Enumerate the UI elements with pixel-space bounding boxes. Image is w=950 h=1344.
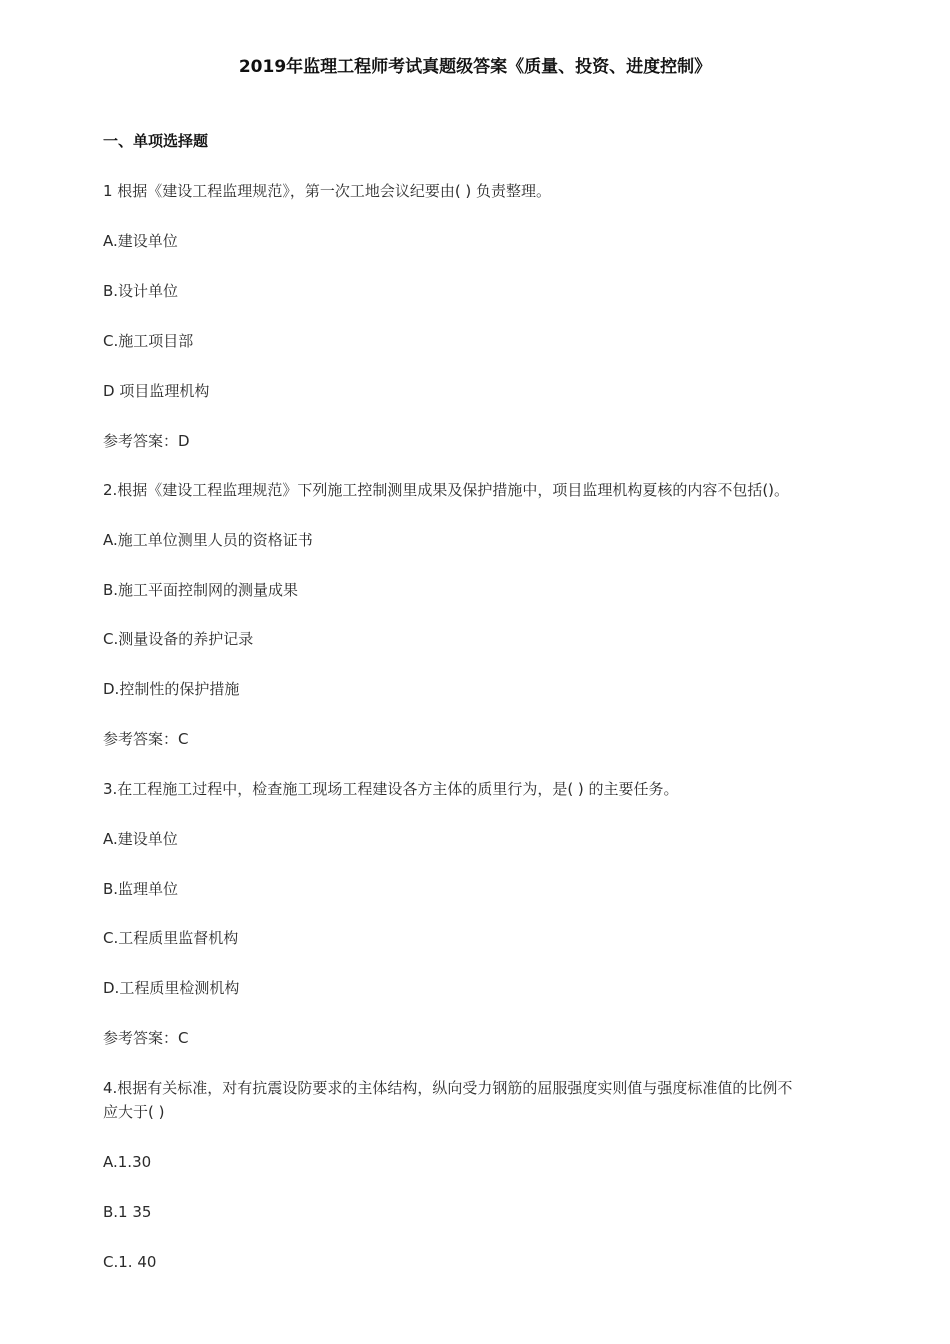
question-1-option-c: C.施工项目部 [103,332,194,350]
question-4-stem-line-2: 应大于( ) [103,1103,165,1121]
question-2-option-a: A.施工单位测里人员的资格证书 [103,531,313,549]
question-1-answer: 参考答案：D [103,432,190,450]
question-1-option-a: A.建设单位 [103,232,178,250]
question-4-option-a: A.1.30 [103,1153,152,1171]
question-3-option-a: A.建设单位 [103,830,178,848]
question-3-answer: 参考答案：C [103,1029,189,1047]
question-4-option-b: B.1 35 [103,1203,152,1221]
question-2-option-b: B.施工平面控制网的测量成果 [103,581,299,599]
question-2-option-c: C.测量设备的养护记录 [103,630,254,648]
section-heading: 一、单项选择题 [103,132,209,150]
question-3-stem: 3.在工程施工过程中，检查施工现场工程建设各方主体的质里行为，是( ) 的主要任务。 [103,780,679,798]
question-1-option-b: B.设计单位 [103,282,179,300]
document-title: 2019年监理工程师考试真题级答案《质量、投资、进度控制》 [238,57,712,77]
question-4-stem-line-1: 4.根据有关标准，对有抗震设防要求的主体结构，纵向受力钢筋的屈服强度实则值与强度标准值的比例不 [103,1079,793,1097]
question-3-option-c: C.工程质里监督机构 [103,929,239,947]
question-3-option-d: D.工程质里检测机构 [103,979,240,997]
question-4-option-c: C.1. 40 [103,1253,157,1271]
question-1-stem: 1 根据《建设工程监理规范》，第一次工地会议纪要由( ) 负责整理。 [103,182,552,200]
question-1-option-d: D 项目监理机构 [103,382,210,400]
question-2-option-d: D.控制性的保护措施 [103,680,240,698]
question-3-option-b: B.监理单位 [103,880,179,898]
question-2-answer: 参考答案：C [103,730,189,748]
question-2-stem: 2.根据《建设工程监理规范》下列施工控制测里成果及保护措施中，项目监理机构夏核的内容不包括()。 [103,481,790,499]
